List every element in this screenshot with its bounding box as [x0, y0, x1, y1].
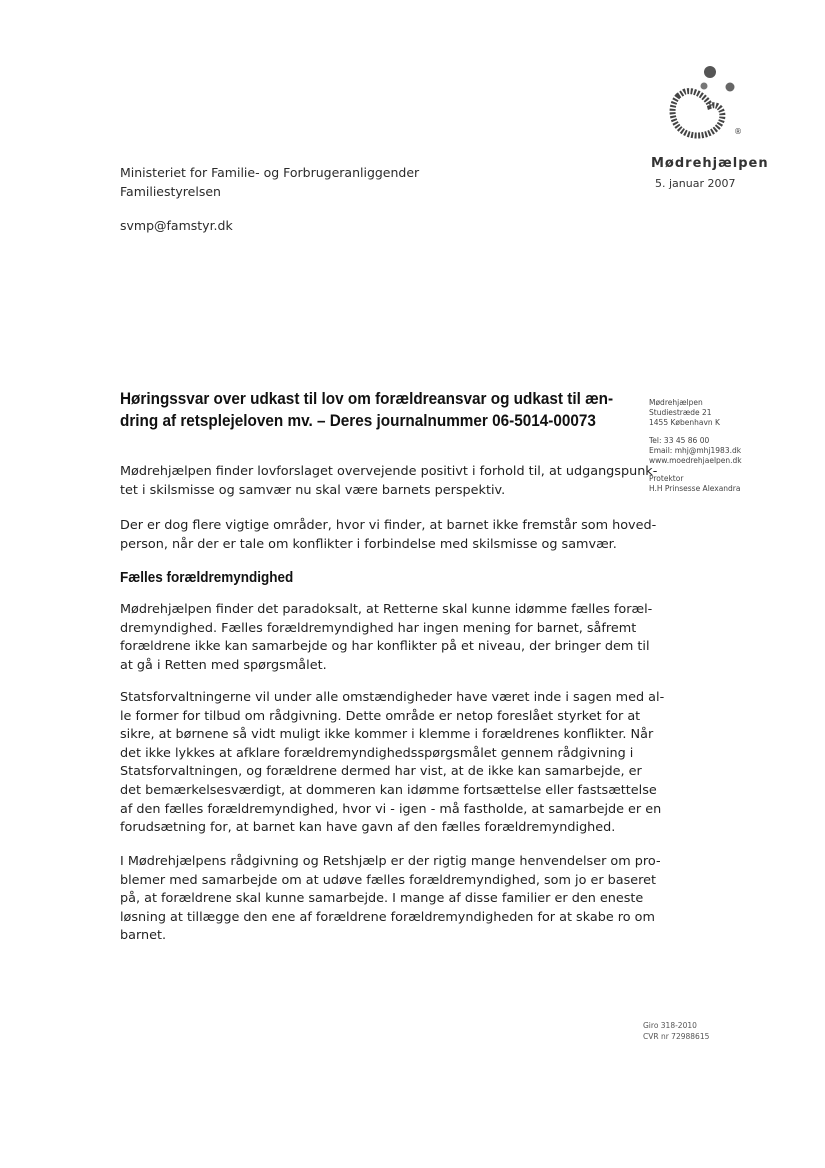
text-line: I Mødrehjælpens rådgivning og Retshjælp er der rigtig mange henvendelser om pro-: [120, 854, 661, 869]
paragraph-intro: [120, 463, 658, 500]
text-line: løsning at tillægge den ene af forældrene forældremyndigheden for at skabe ro om: [120, 909, 655, 925]
text-line: barnet.: [120, 928, 167, 944]
paragraph-statsforvaltning: [120, 689, 665, 838]
letter-date: 5. januar 2007: [655, 177, 736, 190]
sender-web: www.moedrehjaelpen.dk: [649, 456, 742, 465]
text-line: det bemærkelsesværdigt, at dommeren kan idømme fortsættelse eller fastsættelse: [120, 782, 657, 798]
text-line: af den fælles forældremyndighed, hvor vi - igen - må fastholde, at samarbejde er en: [120, 801, 662, 817]
text-line: sikre, at børnene så vidt muligt ikke kommer i klemme i forældrenes konflikter. Når: [120, 727, 654, 743]
text-line: le former for tilbud om rådgivning. Dette område er netop foreslået styrket for at: [120, 708, 641, 724]
paragraph-paradox: [120, 601, 653, 675]
section-heading: Fælles forældremyndighed: [120, 569, 294, 586]
sender-street: Studiestræde 21: [649, 408, 712, 417]
sender-email: Email: mhj@mhj1983.dk: [649, 446, 742, 455]
paragraph-concerns: [120, 517, 657, 554]
text-line: tet i skilsmisse og samvær nu skal være barnets perspektiv.: [120, 482, 506, 498]
recipient-email: svmp@famstyr.dk: [120, 218, 233, 233]
sender-tel: Tel: 33 45 86 00: [649, 436, 710, 445]
protector-name: H.H Prinsesse Alexandra: [649, 484, 741, 493]
recipient-department: Familiestyrelsen: [120, 184, 221, 199]
text-line: forældrene ikke kan samarbejde og har konflikter på et niveau, der bringer dem til: [120, 639, 650, 655]
text-line: Mødrehjælpen finder lovforslaget overvejende positivt i forhold til, at udgangspunk-: [120, 464, 658, 479]
text-line: forudsætning for, at barnet kan have gavn af den fælles forældremyndighed.: [120, 820, 616, 836]
sender-org-name: Mødrehjælpen: [651, 156, 769, 171]
text-line: det ikke lykkes at afklare forældremyndighedsspørgsmålet gennem rådgivning i: [120, 745, 634, 761]
text-line: Statsforvaltningerne vil under alle omstændigheder have været inde i sagen med al-: [120, 690, 665, 705]
text-line: Der er dog flere vigtige områder, hvor vi finder, at barnet ikke fremstår som hoved-: [120, 518, 657, 533]
sender-city: 1455 København K: [649, 418, 720, 427]
footer-bank-info: [643, 1020, 709, 1042]
heading-line: dring af retsplejeloven mv. – Deres journalnummer 06-5014-00073: [120, 411, 596, 430]
footer-giro: Giro 318-2010: [643, 1021, 697, 1030]
sender-address-column: [649, 398, 799, 494]
text-line: blemer med samarbejde om at udøve fælles forældremyndighed, som jo er baseret: [120, 872, 657, 888]
text-line: dremyndighed. Fælles forældremyndighed har ingen mening for barnet, såfremt: [120, 620, 637, 636]
moedrehjaelpen-logo-icon: [664, 62, 744, 142]
letter-heading: [120, 388, 614, 432]
recipient-name: Ministeriet for Familie- og Forbrugeranliggender: [120, 165, 420, 180]
paragraph-counselling: [120, 853, 661, 946]
sender-address-name: Mødrehjælpen: [649, 398, 703, 407]
protector-label: Protektor: [649, 474, 684, 483]
text-line: Mødrehjælpen finder det paradoksalt, at Retterne skal kunne idømme fælles foræl-: [120, 602, 653, 617]
heading-line: Høringssvar over udkast til lov om forældreansvar og udkast til æn-: [120, 389, 614, 408]
recipient-block: [120, 163, 419, 201]
footer-cvr: CVR nr 72988615: [643, 1032, 710, 1041]
text-line: person, når der er tale om konflikter i forbindelse med skilsmisse og samvær.: [120, 536, 617, 552]
text-line: Statsforvaltningen, og forældrene dermed har vist, at de ikke kan samarbejde, er: [120, 764, 642, 780]
text-line: på, at forældrene skal kunne samarbejde. I mange af disse familier er den eneste: [120, 891, 644, 907]
text-line: at gå i Retten med spørgsmålet.: [120, 657, 327, 673]
svg-text:®: ®: [734, 127, 742, 136]
